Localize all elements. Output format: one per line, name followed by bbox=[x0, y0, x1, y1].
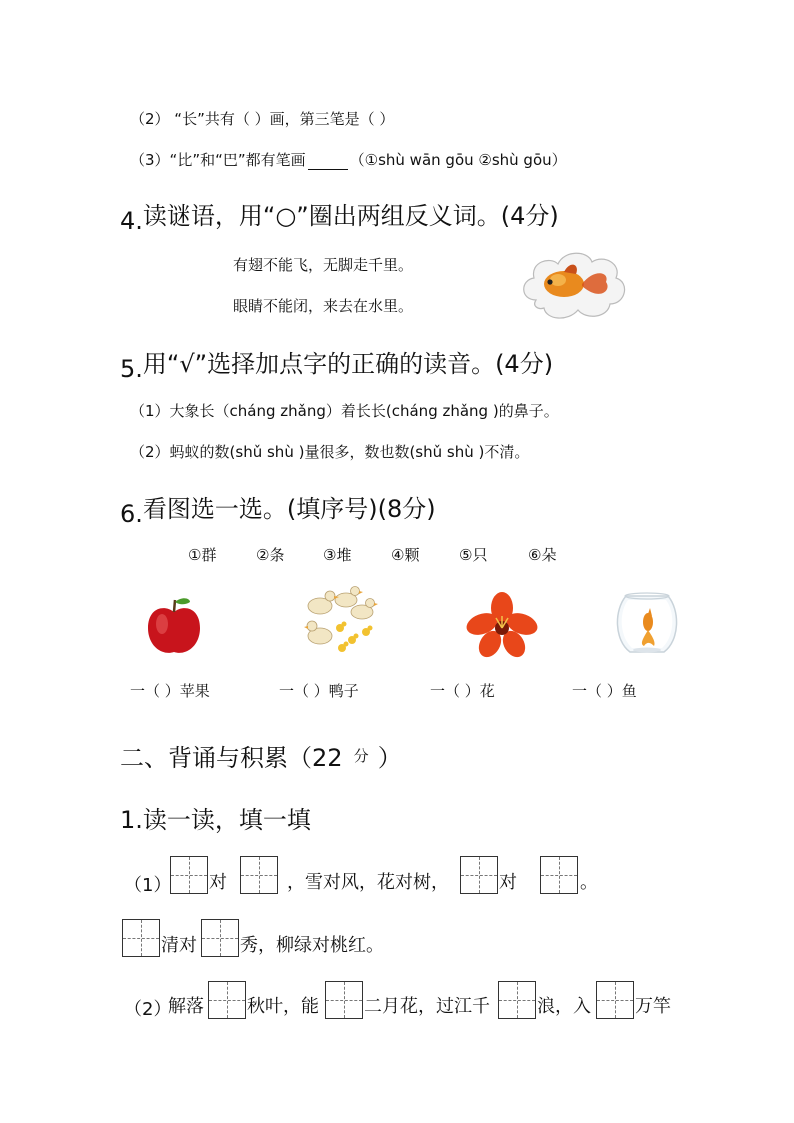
tianzige-box[interactable] bbox=[170, 856, 208, 894]
pronunciation-line-2: （2）蚂蚁的数(shǔ shù )量很多，数也数(shǔ shù )不清。 bbox=[130, 443, 530, 461]
fill-text: 对 bbox=[499, 872, 517, 893]
tianzige-box[interactable] bbox=[460, 856, 498, 894]
blank-ducks[interactable]: 一（ ）鸭子 bbox=[279, 682, 359, 700]
option-4: ④颗 bbox=[391, 546, 420, 564]
fill-text: 秋叶，能 bbox=[247, 996, 319, 1017]
question-stroke-type bbox=[130, 149, 567, 170]
tianzige-box[interactable] bbox=[240, 856, 278, 894]
ducks-image bbox=[300, 584, 380, 658]
option-6: ⑥朵 bbox=[528, 546, 557, 564]
fill-title: 1.读一读，填一填 bbox=[120, 806, 311, 834]
score-unit: 分 bbox=[353, 747, 369, 765]
blank-flower[interactable]: 一（ ）花 bbox=[430, 682, 495, 700]
question-4-heading bbox=[120, 196, 559, 235]
fill-text: 二月花，过江千 bbox=[364, 996, 490, 1017]
tianzige-box[interactable] bbox=[596, 981, 634, 1019]
section-2-heading bbox=[120, 738, 402, 773]
question-title: 用“√”选择加点字的正确的读音。(4分) bbox=[142, 350, 554, 378]
question-number: 4. bbox=[120, 207, 143, 235]
option-1: ①群 bbox=[188, 546, 217, 564]
tianzige-box[interactable] bbox=[498, 981, 536, 1019]
tianzige-box[interactable] bbox=[208, 981, 246, 1019]
goldfish-cloud-image bbox=[518, 246, 630, 322]
fill-q2-label: （2） bbox=[124, 999, 172, 1020]
fill-text: 万竿 bbox=[635, 996, 671, 1017]
fill-text: 清对 bbox=[161, 935, 197, 956]
question-5-heading bbox=[120, 344, 554, 383]
question-stroke-type-options: （①shù wān gōu ②shù gōu） bbox=[349, 151, 567, 169]
question-title: 读谜语，用“○”圈出两组反义词。(4分) bbox=[142, 202, 559, 230]
flower-image bbox=[466, 592, 538, 658]
fill-text: 秀，柳绿对桃红。 bbox=[240, 935, 384, 956]
tianzige-box[interactable] bbox=[201, 919, 239, 957]
tianzige-box[interactable] bbox=[325, 981, 363, 1019]
question-title: 看图选一选。(填序号)(8分) bbox=[142, 495, 436, 523]
fill-text: 。 bbox=[580, 872, 598, 893]
pronunciation-line-1: （1）大象长（cháng zhǎng）着长长(cháng zhǎng )的鼻子。 bbox=[130, 402, 559, 420]
riddle-line-2: 眼睛不能闭，来去在水里。 bbox=[233, 297, 414, 315]
tianzige-box[interactable] bbox=[540, 856, 578, 894]
question-number: 5. bbox=[120, 355, 143, 383]
blank-fish[interactable]: 一（ ）鱼 bbox=[572, 682, 637, 700]
tianzige-box[interactable] bbox=[122, 919, 160, 957]
fill-text: 对 bbox=[209, 872, 227, 893]
option-5: ⑤只 bbox=[459, 546, 488, 564]
apple-image bbox=[144, 594, 204, 658]
option-3: ③堆 bbox=[323, 546, 352, 564]
riddle-line-1: 有翅不能飞，无脚走千里。 bbox=[233, 256, 414, 274]
question-stroke-count: （2） “长”共有（ ）画，第三笔是（ ） bbox=[130, 110, 395, 128]
section-title: 二、背诵与积累（22 bbox=[120, 744, 343, 772]
fill-text: 浪，入 bbox=[537, 996, 591, 1017]
question-number: 6. bbox=[120, 500, 143, 528]
goldfish-bowl-image bbox=[614, 588, 680, 658]
blank-line[interactable] bbox=[308, 151, 348, 170]
question-6-heading bbox=[120, 489, 436, 528]
fill-text: ，雪对风，花对树， bbox=[287, 872, 449, 893]
option-2: ②条 bbox=[256, 546, 285, 564]
fill-text: 解落 bbox=[168, 996, 204, 1017]
section-close: ） bbox=[377, 744, 402, 772]
fill-q1-label: （1） bbox=[124, 875, 172, 896]
question-stroke-type-text: （3）“比”和“巴”都有笔画 bbox=[130, 151, 306, 169]
blank-apple[interactable]: 一（ ）苹果 bbox=[130, 682, 210, 700]
